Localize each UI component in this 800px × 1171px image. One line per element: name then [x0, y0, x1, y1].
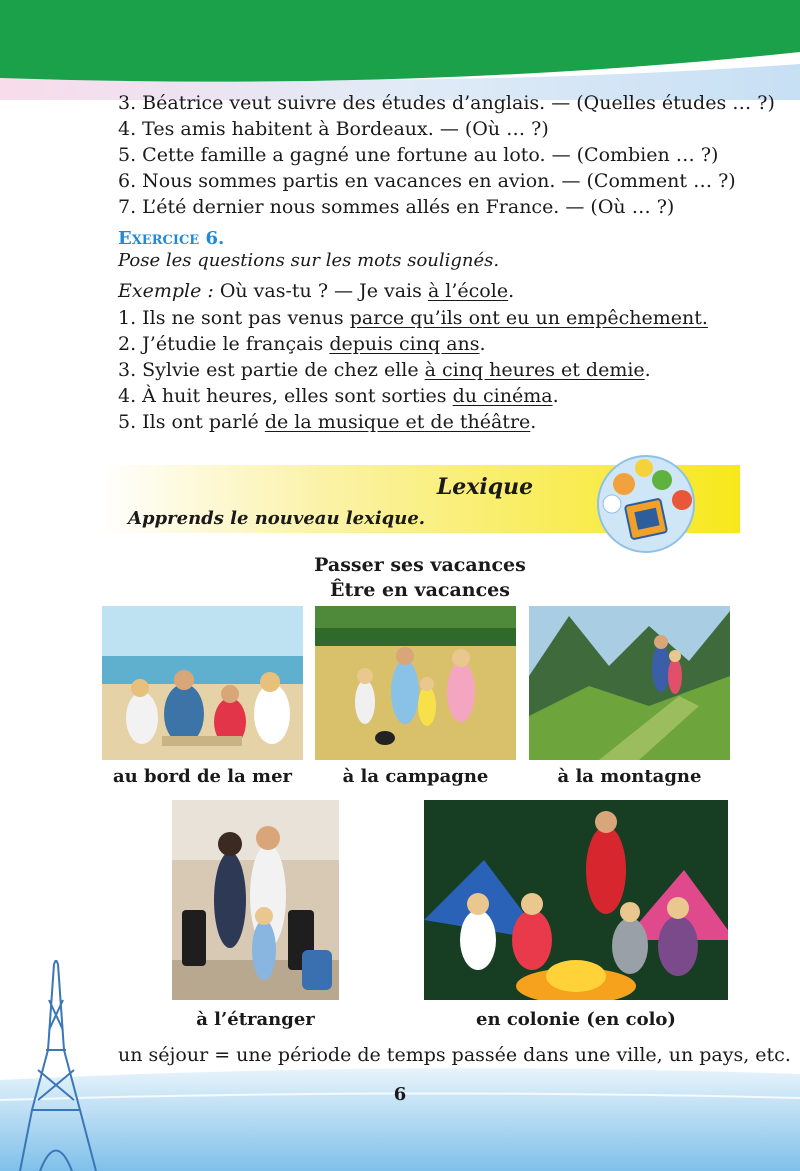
caption-montagne: à la montagne: [557, 766, 702, 787]
item-text: 2. J’étudie le français: [118, 333, 324, 355]
item-underlined: du cinéma: [452, 385, 553, 407]
exercise-number: 6.: [205, 228, 225, 249]
item-end: .: [530, 411, 537, 433]
item-text: 1. Ils ne sont pas venus: [118, 307, 344, 329]
countryside-photo: [315, 606, 516, 760]
text-line: 6. Nous sommes partis en vacances en avion. — (Comment … ?): [118, 170, 736, 192]
page-number: 6: [393, 1084, 407, 1105]
item-underlined: de la musique et de théâtre: [264, 411, 531, 433]
text-line: 5. Cette famille a gagné une fortune au loto. — (Combien … ?): [118, 144, 719, 166]
camp-photo: [424, 800, 728, 1000]
text-line: 7. L’été dernier nous sommes allés en France. — (Où … ?): [118, 196, 675, 218]
example-text: Où vas-tu ? — Je vais: [219, 280, 422, 302]
item-end: .: [644, 359, 651, 381]
caption-campagne: à la campagne: [342, 766, 489, 787]
alphabet-book-icon: [592, 452, 700, 556]
abroad-photo: [172, 800, 339, 1000]
lexique-subtitle: Apprends le nouveau lexique.: [128, 508, 426, 529]
exercise-item: [118, 409, 708, 435]
caption-colonie: en colonie (en colo): [476, 1009, 676, 1030]
mountain-photo: [529, 606, 730, 760]
example-end: .: [508, 280, 515, 302]
item-underlined: à cinq heures et demie: [424, 359, 645, 381]
example-label: Exemple :: [118, 280, 214, 302]
exercise-items: [118, 305, 708, 435]
text-line: 4. Tes amis habitent à Bordeaux. — (Où … ?): [118, 118, 549, 140]
item-text: 4. À huit heures, elles sont sorties: [118, 385, 447, 407]
exercise-item: [118, 357, 708, 383]
header-band: [0, 0, 800, 100]
exercise-example: [118, 280, 514, 302]
eiffel-tower-icon: [18, 960, 98, 1171]
vocab-heading-2: Être en vacances: [330, 579, 510, 601]
item-end: .: [479, 333, 486, 355]
exercise-title: [118, 228, 224, 249]
exercise-label: Exercice: [118, 228, 200, 249]
exercise-item: [118, 331, 708, 357]
exercise-item: [118, 305, 708, 331]
caption-mer: au bord de la mer: [113, 766, 292, 787]
beach-photo: [102, 606, 303, 760]
previous-exercise-lines: [118, 90, 775, 220]
definition-text: un séjour = une période de temps passée dans une ville, un pays, etc.: [118, 1044, 791, 1066]
item-underlined: depuis cinq ans: [329, 333, 480, 355]
text-line: 3. Béatrice veut suivre des études d’anglais. — (Quelles études … ?): [118, 92, 775, 114]
item-underlined: parce qu’ils ont eu un empêchement.: [349, 307, 708, 329]
example-underlined: à l’école: [427, 280, 509, 302]
item-text: 5. Ils ont parlé: [118, 411, 259, 433]
exercise-item: [118, 383, 708, 409]
caption-etranger: à l’étranger: [196, 1009, 315, 1030]
item-text: 3. Sylvie est partie de chez elle: [118, 359, 419, 381]
exercise-instruction: Pose les questions sur les mots soulignés.: [118, 250, 500, 271]
lexique-title: Lexique: [436, 474, 534, 500]
vocab-heading-1: Passer ses vacances: [314, 554, 526, 576]
item-end: .: [552, 385, 559, 407]
